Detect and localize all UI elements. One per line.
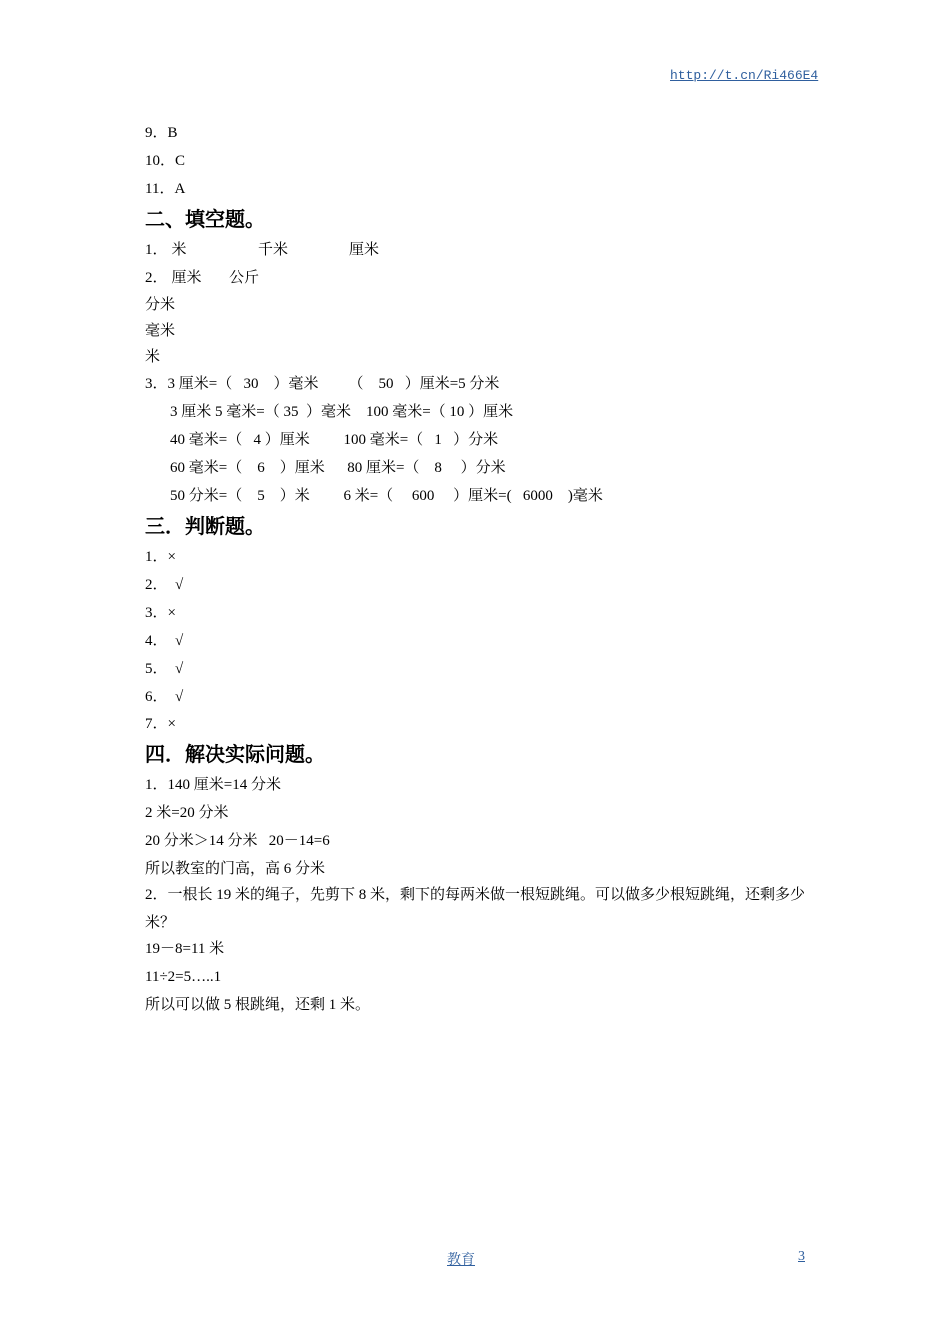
judge-5: 5． √ [145, 661, 184, 677]
fill-q1-num: 1． [145, 242, 168, 258]
fill-q1-c: 厘米 [349, 242, 380, 258]
fill-q1 [145, 241, 187, 259]
fill-q2-num: 2． [145, 270, 168, 286]
section-4-title: 四．解决实际问题。 [145, 742, 325, 766]
solve-q1-line4: 所以教室的门高，高 6 分米 [145, 861, 326, 877]
fill-q1-a: 米 [171, 242, 187, 258]
solve-q2-line1: 19－8=11 米 [145, 941, 225, 957]
judge-3: 3．× [145, 605, 176, 621]
fill-q2 [145, 269, 202, 287]
fill-q2-a: 厘米 [171, 270, 202, 286]
judge-6: 6． √ [145, 689, 184, 705]
fill-q2-line3: 毫米 [145, 323, 176, 339]
fill-q2-line2: 分米 [145, 297, 176, 313]
fill-q3-line1: 3．3 厘米=（ 30 ）毫米 （ 50 ）厘米=5 分米 [145, 376, 500, 392]
judge-4: 4． √ [145, 633, 184, 649]
section-2-title: 二、填空题。 [145, 207, 265, 231]
solve-q2-line2: 11÷2=5…..1 [145, 969, 222, 985]
judge-2: 2． √ [145, 577, 184, 593]
answer-11: 11．A [145, 181, 186, 197]
fill-q3-line2: 3 厘米 5 毫米=（ 35 ）毫米 100 毫米=（ 10 ）厘米 [170, 404, 514, 420]
answer-9: 9．B [145, 125, 178, 141]
solve-q1-line1: 1．140 厘米=14 分米 [145, 777, 281, 793]
fill-q2-line4: 米 [145, 349, 161, 365]
solve-q1-line3: 20 分米＞14 分米 20－14=6 [145, 833, 330, 849]
section-3-title: 三．判断题。 [145, 514, 265, 538]
solve-q2-text: 2．一根长 19 米的绳子，先剪下 8 米，剩下的每两米做一根短跳绳。可以做多少根短跳绳，还剩多少米？ [145, 887, 806, 931]
fill-q3-line3: 40 毫米=（ 4 ）厘米 100 毫米=（ 1 ）分米 [170, 432, 499, 448]
fill-q3-line4: 60 毫米=（ 6 ）厘米 80 厘米=（ 8 ）分米 [170, 460, 506, 476]
header-link[interactable]: http://t.cn/Ri466E4 [670, 68, 819, 83]
fill-q1-b: 千米 [258, 242, 289, 258]
page-number[interactable]: 3 [798, 1249, 805, 1264]
fill-q3-line5: 50 分米=（ 5 ）米 6 米=（ 600 ）厘米=( 6000 )毫米 [170, 488, 603, 504]
solve-q1-line2: 2 米=20 分米 [145, 805, 229, 821]
judge-1: 1．× [145, 549, 176, 565]
solve-q2-line3: 所以可以做 5 根跳绳，还剩 1 米。 [145, 997, 371, 1013]
answer-10: 10．C [145, 153, 186, 169]
footer-link[interactable]: 教育 [447, 1253, 475, 1268]
judge-7: 7．× [145, 716, 176, 732]
fill-q2-b: 公斤 [229, 270, 260, 286]
